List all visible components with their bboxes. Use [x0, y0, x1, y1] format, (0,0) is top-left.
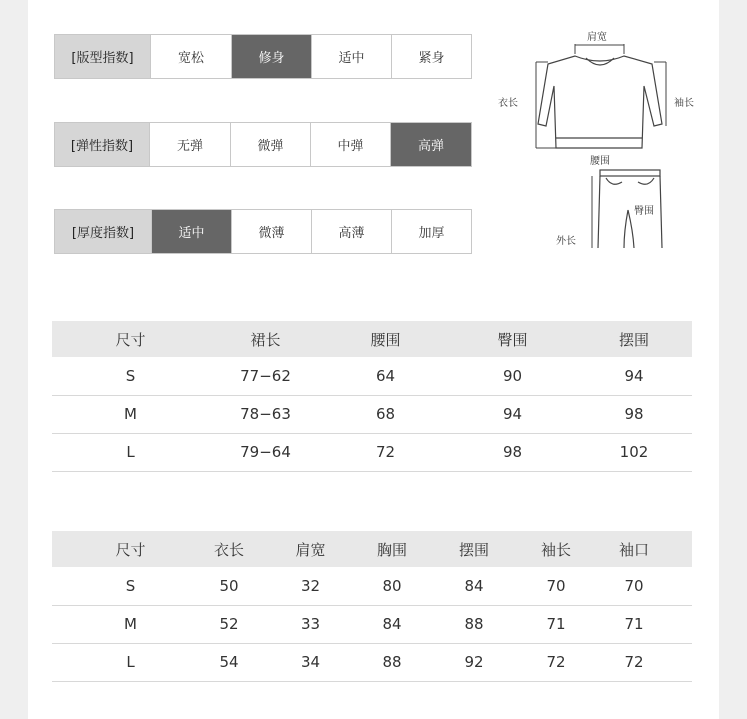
table-cell: 94: [449, 395, 576, 433]
table-cell: L: [52, 643, 209, 681]
table-cell: 102: [576, 433, 692, 471]
column-header: 尺寸: [52, 321, 209, 357]
fit-option-regular: 适中: [311, 35, 391, 78]
table-cell: 70: [536, 567, 576, 605]
sweater-outline: [538, 56, 662, 148]
table-cell: S: [52, 567, 209, 605]
table-cell: S: [52, 357, 209, 395]
table-row: [52, 433, 692, 471]
table-cell: 90: [449, 357, 576, 395]
shoulder-width-label: 肩宽: [587, 32, 607, 43]
table-row: [52, 643, 692, 681]
table-cell: 34: [249, 643, 372, 681]
outer-length-label: 外长: [556, 236, 576, 247]
table-cell: 54: [209, 643, 249, 681]
table-cell: 50: [209, 567, 249, 605]
skirt-size-table: [52, 321, 692, 472]
table-cell: 72: [576, 643, 692, 681]
thickness-index-label: [厚度指数]: [55, 210, 151, 253]
column-header: 肩宽: [249, 531, 372, 567]
body-length-label: 衣长: [498, 98, 518, 109]
thickness-option-slightly-thin: 微薄: [231, 210, 311, 253]
table-cell: 77−62: [209, 357, 322, 395]
elasticity-option-medium: 中弹: [310, 123, 390, 166]
table-cell: 72: [536, 643, 576, 681]
garment-measurement-diagram: [494, 26, 704, 252]
table-cell: 68: [322, 395, 449, 433]
thickness-option-thick: 加厚: [391, 210, 471, 253]
table-cell: L: [52, 433, 209, 471]
table-header-row: [52, 321, 692, 357]
table-cell: 84: [412, 567, 536, 605]
column-header: 臀围: [449, 321, 576, 357]
table-cell: 84: [372, 605, 412, 643]
column-header: 袖口: [576, 531, 692, 567]
fit-index-label: [版型指数]: [55, 35, 150, 78]
table-cell: 78−63: [209, 395, 322, 433]
thickness-option-thin: 高薄: [311, 210, 391, 253]
table-row: [52, 395, 692, 433]
fit-option-tight: 紧身: [391, 35, 471, 78]
table-cell: 70: [576, 567, 692, 605]
table-row: [52, 357, 692, 395]
column-header: 袖长: [536, 531, 576, 567]
column-header: 腰围: [322, 321, 449, 357]
table-row: [52, 567, 692, 605]
table-header-row: [52, 531, 692, 567]
table-cell: 79−64: [209, 433, 322, 471]
thickness-index-row: [54, 209, 472, 254]
column-header: 摆围: [576, 321, 692, 357]
hip-label: 臀围: [634, 206, 654, 217]
table-cell: 94: [576, 357, 692, 395]
elasticity-option-high: 高弹: [390, 123, 471, 166]
table-cell: 98: [576, 395, 692, 433]
table-cell: 64: [322, 357, 449, 395]
fit-option-slim: 修身: [231, 35, 311, 78]
table-cell: 52: [209, 605, 249, 643]
elasticity-index-label: [弹性指数]: [55, 123, 149, 166]
table-cell: 72: [322, 433, 449, 471]
sleeve-length-marker: [654, 62, 666, 126]
table-cell: 92: [412, 643, 536, 681]
column-header: 衣长: [209, 531, 249, 567]
column-header: 尺寸: [52, 531, 209, 567]
fit-option-loose: 宽松: [150, 35, 231, 78]
table-cell: M: [52, 605, 209, 643]
column-header: 摆围: [412, 531, 536, 567]
shoulder-width-marker: [575, 44, 624, 54]
table-cell: 88: [412, 605, 536, 643]
table-cell: 71: [536, 605, 576, 643]
table-cell: 98: [449, 433, 576, 471]
sleeve-length-label: 袖长: [674, 98, 694, 109]
table-row: [52, 605, 692, 643]
fit-index-row: [54, 34, 472, 79]
waist-label: 腰围: [590, 156, 610, 167]
column-header: 裙长: [209, 321, 322, 357]
thickness-option-medium: 适中: [151, 210, 231, 253]
table-cell: 88: [372, 643, 412, 681]
elasticity-index-row: [54, 122, 472, 167]
column-header: 胸围: [372, 531, 412, 567]
table-cell: 33: [249, 605, 372, 643]
size-guide-panel: [28, 0, 719, 719]
table-cell: M: [52, 395, 209, 433]
elasticity-option-none: 无弹: [149, 123, 230, 166]
table-cell: 80: [372, 567, 412, 605]
elasticity-option-slight: 微弹: [230, 123, 310, 166]
table-cell: 32: [249, 567, 372, 605]
table-cell: 71: [576, 605, 692, 643]
top-size-table: [52, 531, 692, 682]
